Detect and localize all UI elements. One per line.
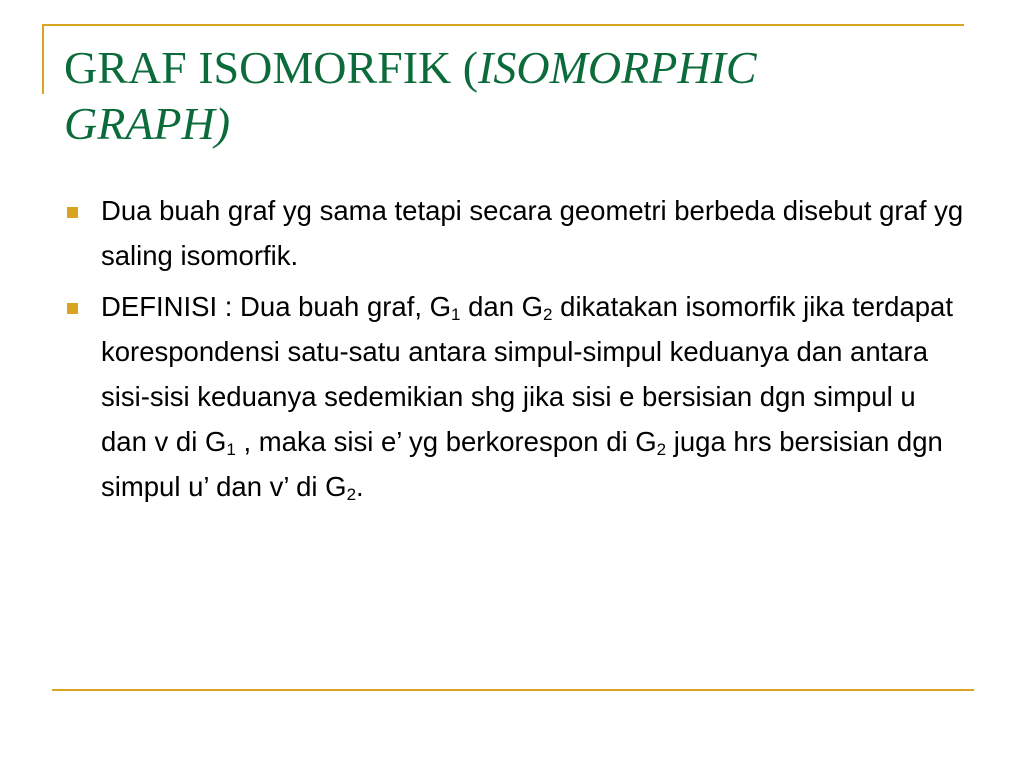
title-main: GRAF ISOMORFIK (	[64, 42, 479, 93]
bullet-item-1	[64, 188, 969, 278]
subscript-5: 2	[346, 485, 357, 504]
definition-text-part-5: juga hrs bersisian dgn simpul u’ dan v’ di G	[101, 426, 943, 502]
slide-title	[64, 40, 924, 152]
subscript-1: 1	[451, 305, 461, 324]
top-rule	[42, 24, 964, 26]
subscript-2: 2	[543, 305, 553, 324]
bullet-text-1: Dua buah graf yg sama tetapi secara geometri berbeda disebut graf yg saling isomorfik.	[101, 195, 964, 271]
bullet-item-2	[64, 284, 969, 509]
definition-text-part-1: DEFINISI : Dua buah graf, G	[101, 291, 452, 322]
definition-text-part-6: .	[356, 471, 364, 502]
subscript-3: 1	[226, 440, 236, 459]
left-rule	[42, 24, 44, 94]
square-bullet-icon	[67, 303, 78, 314]
definition-text-part-4: , maka sisi e’ yg berkorespon di G	[235, 426, 657, 457]
definition-text-part-2: dan G	[460, 291, 544, 322]
bottom-rule	[52, 689, 974, 691]
square-bullet-icon	[67, 207, 78, 218]
bullet-list	[64, 188, 969, 515]
definition-text-part-3: dikatakan isomorfik jika terdapat korespondensi satu-satu antara simpul-simpul keduanya dan antara sisi-sisi keduanya sedemikian shg jika sisi e bersisian dgn simpul u dan v di G	[101, 291, 953, 457]
title-italic: ISOMORPHIC GRAPH)	[64, 42, 757, 149]
subscript-4: 2	[656, 440, 667, 459]
